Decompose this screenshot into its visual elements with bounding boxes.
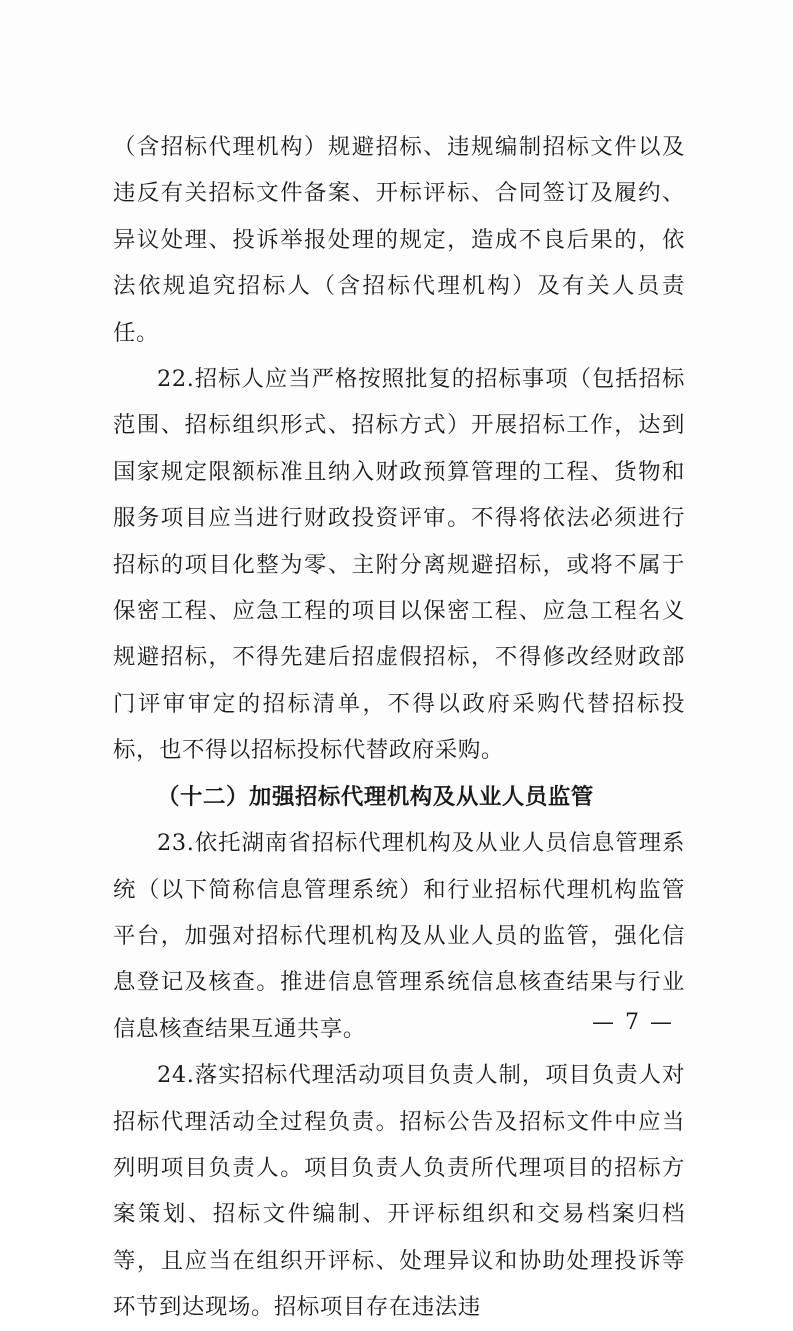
paragraph-24: 24.落实招标代理活动项目负责人制，项目负责人对招标代理活动全过程负责。招标公告及招标文件中应当列明项目负责人。项目负责人负责所代理项目的招标方案策划、招标文件编制、开评标组织和交易档案归档等，且应当在组织开评标、处理异议和协助处理投诉等环节到达现场。招标项目存在违法违 <box>113 1062 685 1321</box>
paragraph-21-continuation: （含招标代理机构）规避招标、违规编制招标文件以及违反有关招标文件备案、开标评标、合同签订及履约、异议处理、投诉举报处理的规定，造成不良后果的，依法依规追究招标人（含招标代理机构）及有关人员责任。 <box>113 134 685 346</box>
section-heading-12: （十二）加强招标代理机构及从业人员监管 <box>157 783 594 810</box>
page-number: — 7 — <box>592 1010 674 1035</box>
paragraph-23: 23.依托湖南省招标代理机构及从业人员信息管理系统（以下简称信息管理系统）和行业招标代理机构监管平台，加强对招标代理机构及从业人员的监管，强化信息登记及核查。推进信息管理系统信息核查结果与行业信息核查结果互通共享。 <box>113 830 685 1042</box>
document-body <box>113 124 685 1331</box>
paragraph-22: 22.招标人应当严格按照批复的招标事项（包括招标范围、招标组织形式、招标方式）开展招标工作，达到国家规定限额标准且纳入财政预算管理的工程、货物和服务项目应当进行财政投资评审。不得将依法必须进行招标的项目化整为零、主附分离规避招标，或将不属于保密工程、应急工程的项目以保密工程、应急工程名义规避招标，不得先建后招虚假招标，不得修改经财政部门评审审定的招标清单，不得以政府采购代替招标投标，也不得以招标投标代替政府采购。 <box>113 366 685 764</box>
